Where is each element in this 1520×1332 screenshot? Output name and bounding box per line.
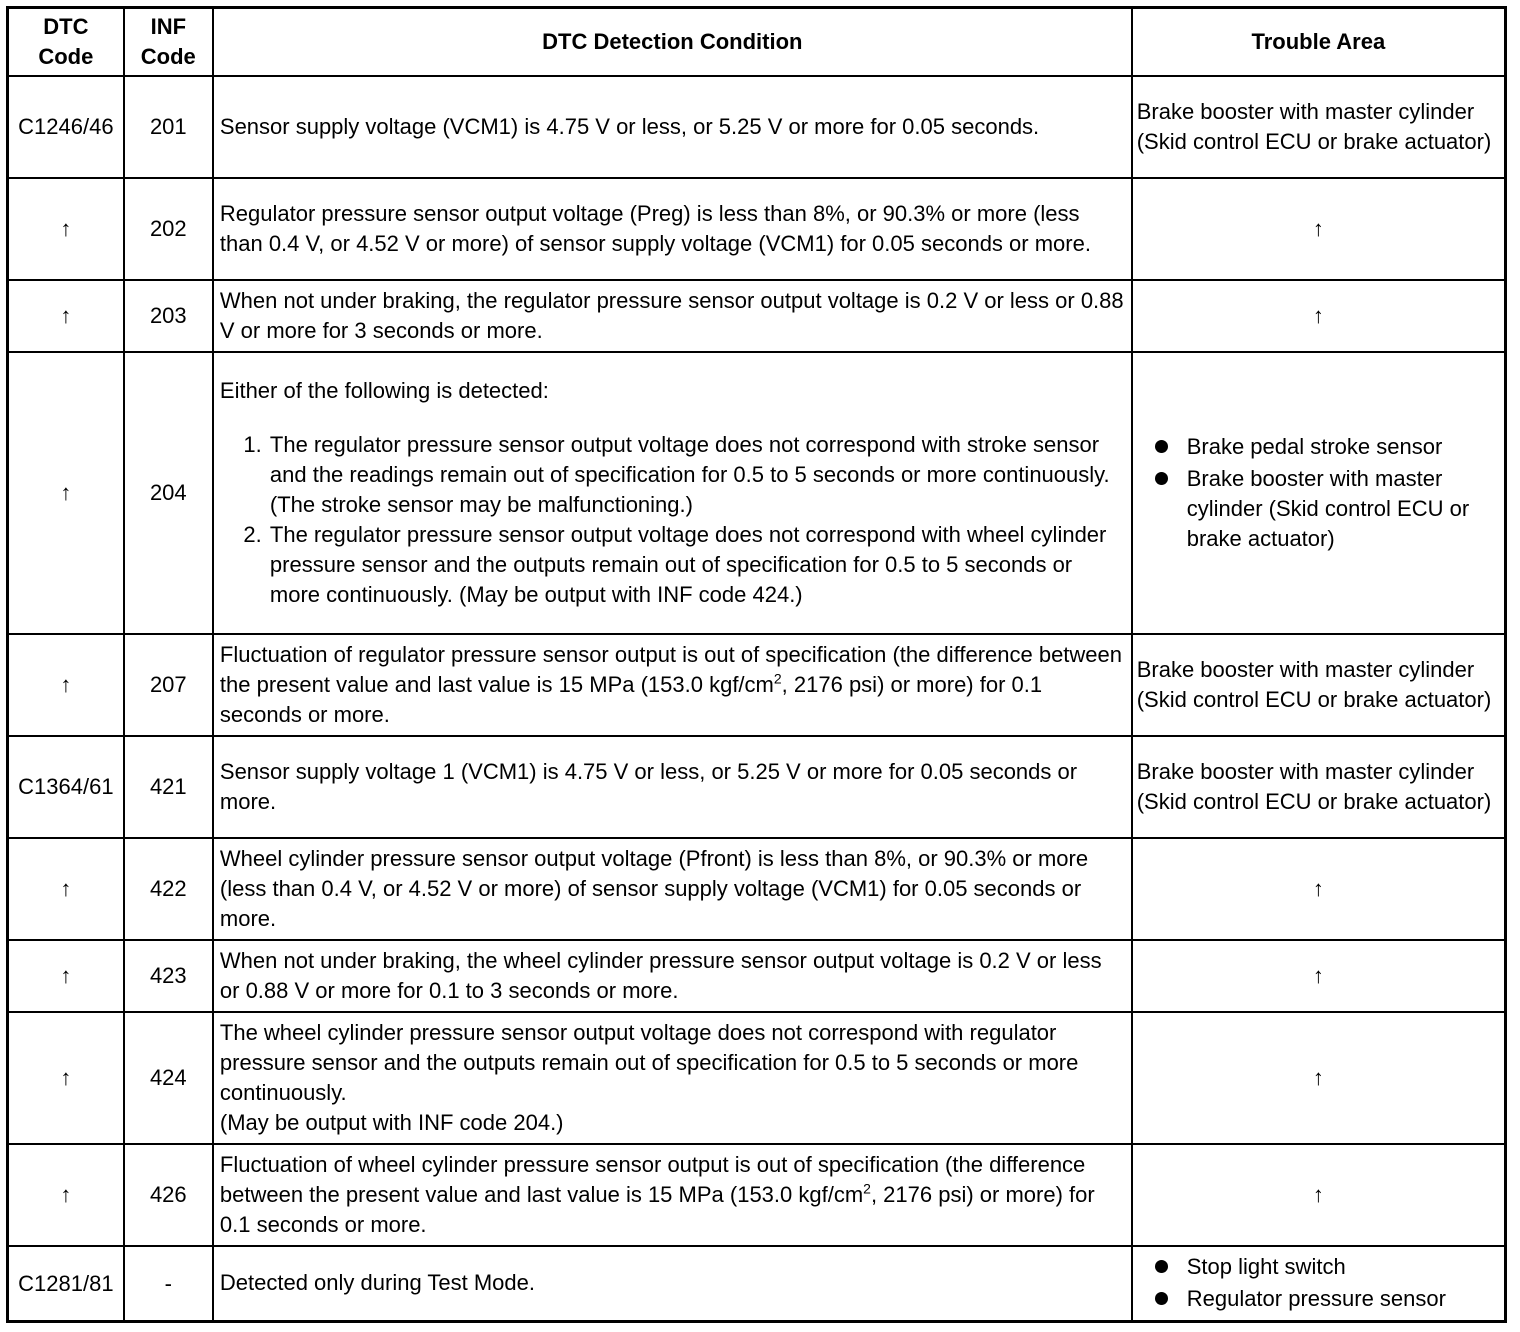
condition-list bbox=[220, 430, 1125, 610]
superscript: 2 bbox=[863, 1180, 871, 1197]
trouble-area-cell: Brake booster with master cylinder (Skid control ECU or brake actuator) bbox=[1132, 634, 1506, 736]
same-as-above-arrow: ↑ bbox=[1132, 940, 1506, 1012]
condition-cell: Sensor supply voltage 1 (VCM1) is 4.75 V or less, or 5.25 V or more for 0.05 seconds or more. bbox=[213, 736, 1132, 838]
same-as-above-arrow: ↑ bbox=[1132, 178, 1506, 280]
same-as-above-arrow: ↑ bbox=[8, 352, 124, 634]
header-dtc-code: DTC Code bbox=[8, 8, 124, 77]
condition-cell: Sensor supply voltage (VCM1) is 4.75 V or less, or 5.25 V or more for 0.05 seconds. bbox=[213, 76, 1132, 178]
bullet-icon bbox=[1155, 472, 1168, 485]
inf-code-cell: 423 bbox=[124, 940, 213, 1012]
inf-code-cell: 207 bbox=[124, 634, 213, 736]
dtc-code-cell: C1281/81 bbox=[8, 1246, 124, 1322]
trouble-area-list bbox=[1137, 1252, 1500, 1314]
same-as-above-arrow: ↑ bbox=[1132, 838, 1506, 940]
table-row bbox=[8, 1144, 1506, 1246]
same-as-above-arrow: ↑ bbox=[8, 838, 124, 940]
table-row bbox=[8, 76, 1506, 178]
same-as-above-arrow: ↑ bbox=[1132, 1144, 1506, 1246]
dtc-code-cell: C1364/61 bbox=[8, 736, 124, 838]
condition-cell: Regulator pressure sensor output voltage (Preg) is less than 8%, or 90.3% or more (less than 0.4 V, or 4.52 V or more) of sensor supply voltage (VCM1) for 0.05 seconds or more. bbox=[213, 178, 1132, 280]
bullet-icon bbox=[1155, 440, 1168, 453]
condition-cell: When not under braking, the wheel cylinder pressure sensor output voltage is 0.2 V or less or 0.88 V or more for 0.1 to 3 seconds or more. bbox=[213, 940, 1132, 1012]
condition-note: (May be output with INF code 204.) bbox=[219, 1109, 564, 1135]
table-row bbox=[8, 178, 1506, 280]
inf-code-cell: 202 bbox=[124, 178, 213, 280]
inf-code-cell: 204 bbox=[124, 352, 213, 634]
bullet-icon bbox=[1155, 1292, 1168, 1305]
same-as-above-arrow: ↑ bbox=[8, 1012, 124, 1144]
trouble-area-cell: Brake booster with master cylinder (Skid control ECU or brake actuator) bbox=[1132, 76, 1506, 178]
superscript: 2 bbox=[773, 670, 782, 687]
trouble-area-item: Brake pedal stroke sensor bbox=[1187, 432, 1500, 462]
table-row bbox=[8, 352, 1506, 634]
condition-cell: When not under braking, the regulator pressure sensor output voltage is 0.2 V or less or 0.88 V or more for 3 seconds or more. bbox=[213, 280, 1132, 352]
header-condition: DTC Detection Condition bbox=[213, 8, 1132, 77]
dtc-table bbox=[6, 6, 1507, 1323]
condition-cell: Fluctuation of regulator pressure sensor output is out of specification (the difference between the present value and last value is 15 MPa (153.0 kgf/$cm^2$, 2176 psi) or more) for 0.1 seconds or more. bbox=[213, 634, 1132, 736]
inf-code-cell: 201 bbox=[124, 76, 213, 178]
trouble-area-item: Brake booster with master cylinder (Skid control ECU or brake actuator) bbox=[1187, 464, 1500, 554]
condition-list-item: 1. The regulator pressure sensor output voltage does not correspond with stroke sensor and the readings remain out of specification for 0.5 to 5 seconds or more continuously. (The stroke sensor may be malfunctioning.) bbox=[268, 430, 1125, 520]
condition-cell: Fluctuation of wheel cylinder pressure sensor output is out of specification (the difference between the present value and last value is 15 MPa (153.0 kgf/$cm^2$, 2176 psi) or more) for 0.1 seconds or more. bbox=[213, 1144, 1132, 1246]
inf-code-cell: 422 bbox=[124, 838, 213, 940]
trouble-area-item: Stop light switch bbox=[1187, 1252, 1500, 1282]
condition-cell bbox=[213, 352, 1132, 634]
condition-cell: Wheel cylinder pressure sensor output voltage (Pfront) is less than 8%, or 90.3% or more (less than 0.4 V, or 4.52 V or more) of sensor supply voltage (VCM1) for 0.05 seconds or more. bbox=[213, 838, 1132, 940]
same-as-above-arrow: ↑ bbox=[8, 280, 124, 352]
inf-code-cell: 424 bbox=[124, 1012, 213, 1144]
inf-code-cell: 421 bbox=[124, 736, 213, 838]
table-row bbox=[8, 940, 1506, 1012]
trouble-area-cell bbox=[1132, 352, 1506, 634]
table-row bbox=[8, 634, 1506, 736]
trouble-area-cell: Brake booster with master cylinder (Skid control ECU or brake actuator) bbox=[1132, 736, 1506, 838]
same-as-above-arrow: ↑ bbox=[8, 1144, 124, 1246]
same-as-above-arrow: ↑ bbox=[8, 940, 124, 1012]
condition-list-item: 2. The regulator pressure sensor output voltage does not correspond with wheel cylinder pressure sensor and the outputs remain out of specification for 0.5 to 5 seconds or more continuously. (May be output with INF code 424.) bbox=[268, 520, 1125, 610]
dtc-code-cell: C1246/46 bbox=[8, 76, 124, 178]
same-as-above-arrow: ↑ bbox=[8, 178, 124, 280]
header-trouble-area: Trouble Area bbox=[1132, 8, 1506, 77]
same-as-above-arrow: ↑ bbox=[1132, 280, 1506, 352]
inf-code-cell: 203 bbox=[124, 280, 213, 352]
header-inf-code: INF Code bbox=[124, 8, 213, 77]
condition-cell: The wheel cylinder pressure sensor output voltage does not correspond with regulator pressure sensor and the outputs remain out of specification for 0.5 to 5 seconds or more continuously. (May be output with INF code 204.) bbox=[213, 1012, 1132, 1144]
table-row bbox=[8, 1246, 1506, 1322]
table-row bbox=[8, 736, 1506, 838]
table-row bbox=[8, 1012, 1506, 1144]
table-row bbox=[8, 280, 1506, 352]
condition-cell: Detected only during Test Mode. bbox=[213, 1246, 1132, 1322]
trouble-area-item: Regulator pressure sensor bbox=[1187, 1284, 1500, 1314]
inf-code-cell: - bbox=[124, 1246, 213, 1322]
condition-lead: Either of the following is detected: bbox=[219, 377, 549, 403]
trouble-area-list bbox=[1137, 432, 1500, 554]
same-as-above-arrow: ↑ bbox=[1132, 1012, 1506, 1144]
table-row bbox=[8, 838, 1506, 940]
header-row bbox=[8, 8, 1506, 77]
trouble-area-cell bbox=[1132, 1246, 1506, 1322]
inf-code-cell: 426 bbox=[124, 1144, 213, 1246]
bullet-icon bbox=[1155, 1260, 1168, 1273]
same-as-above-arrow: ↑ bbox=[8, 634, 124, 736]
